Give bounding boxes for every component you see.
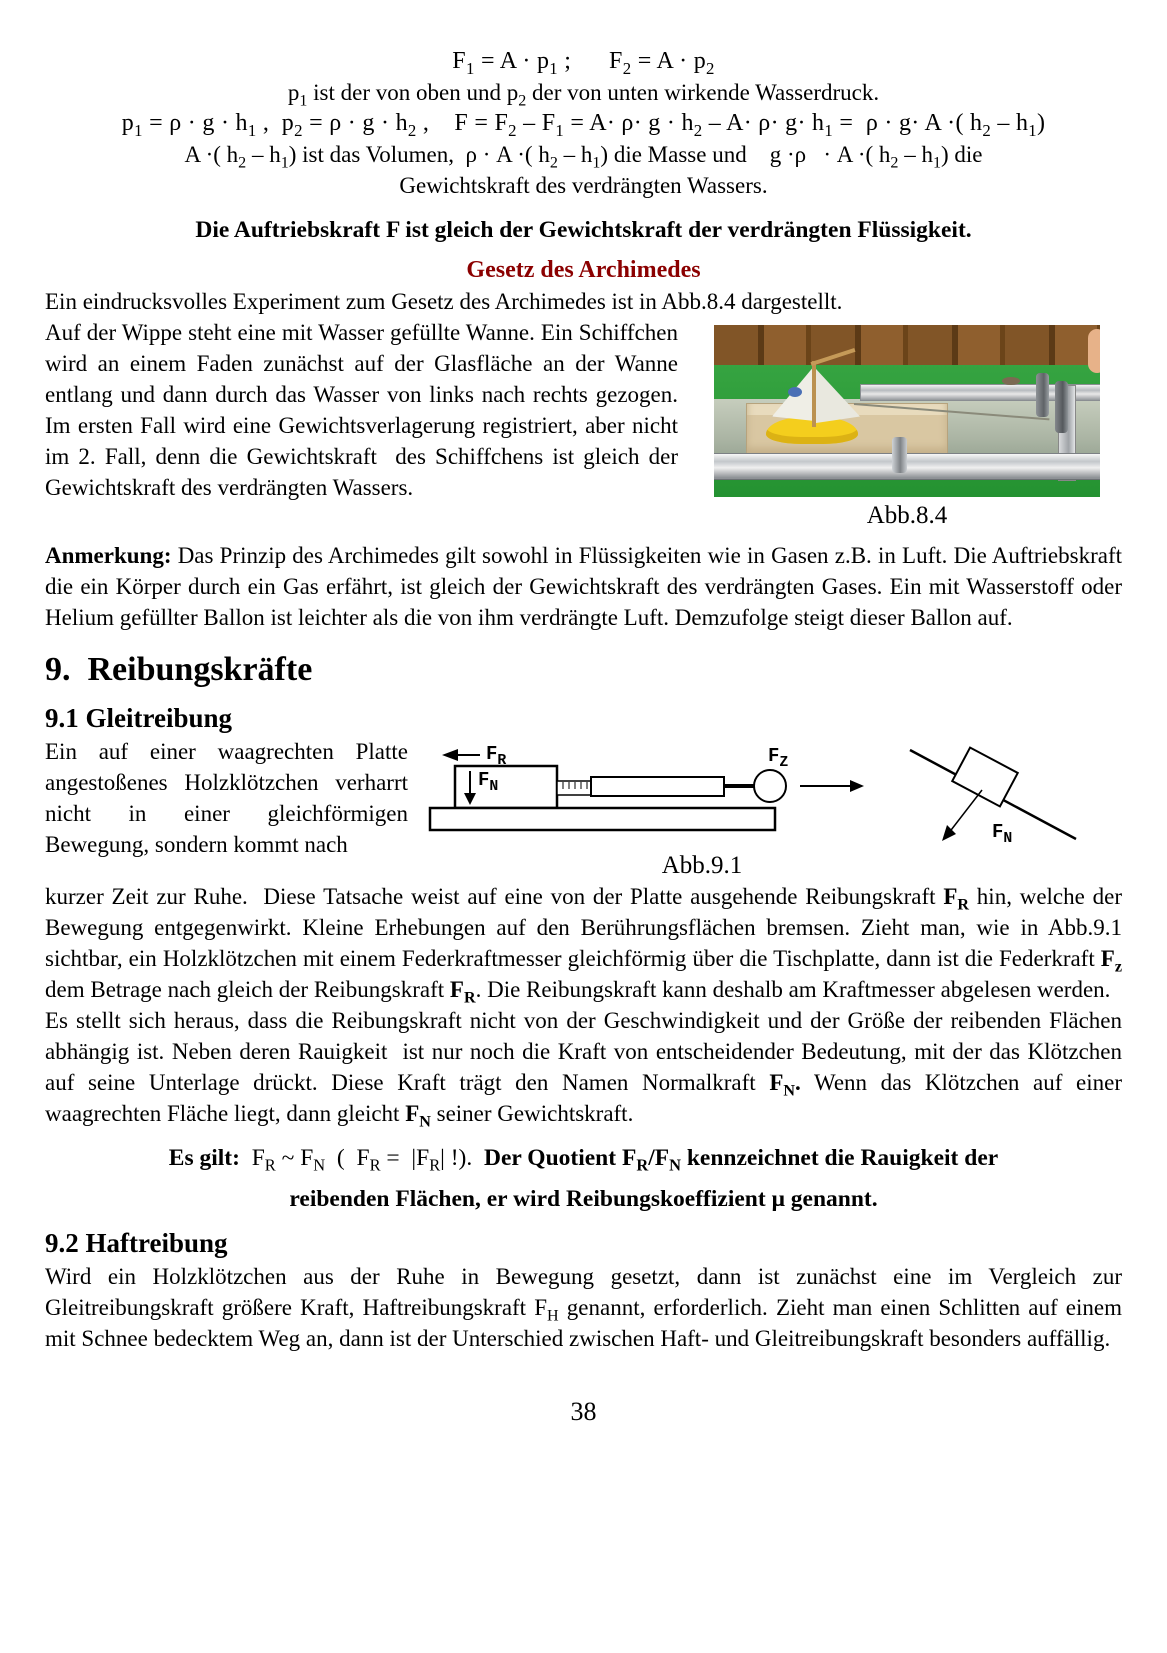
fz-label: $F_Z$	[768, 745, 789, 771]
buoyancy-statement: Die Auftriebskraft F ist gleich der Gewichtskraft der verdrängten Flüssigkeit.	[195, 217, 972, 243]
experiment-description: Auf der Wippe steht eine mit Wasser gefüllte Wanne. Ein Schiffchen wird an einem Faden zunächst auf der Glasfläche an der Wanne entlang und dann durch das Wasser von links nach rechts gezogen. Im ersten Fall wird eine Gewichtsverlagerung registriert, aber nicht im 2. Fall, denn die Gewichtskraft des Schiffchens ist gleich der Gewichtskraft des verdrängten Wassers.	[45, 320, 678, 500]
base-plate	[430, 808, 775, 830]
sliding-friction-intro: Ein auf einer waagrechten Platte angestoßenes Holzklötzchen verharrt nicht in einer gleichförmigen Bewegung, sondern kommt nach	[45, 739, 408, 857]
spring-scale-body	[591, 777, 724, 796]
incline-block	[952, 748, 1018, 807]
sliding-friction-body-1: kurzer Zeit zur Ruhe. Diese Tatsache weist auf eine von der Platte ausgehende Reibungskraft $F_R$ hin, welche der Bewegung entgegenwirkt. Kleine Erhebungen auf den Berührungsflächen bremsen. Zieht man, wie in Abb.9.1 sichtbar, ein Holzklötzchen mit einem Federkraftmesser gleichförmig über die Tischplatte, dann ist die Federkraft $F_z$ dem Betrage nach gleich der Reibungskraft $F_R$. Die Reibungskraft kann deshalb am Kraftmesser abgelesen werden.	[45, 884, 1122, 1007]
volume-mass-line: A ·( $h_2 - h_1$) ist das Volumen, ρ · A ·( $h_2 - h_1$) die Masse und g ·ρ · A ·( $h_2 - h_1$) die	[184, 142, 983, 172]
fz-arrowhead	[850, 780, 864, 792]
diagram-caption: Abb.9.1	[661, 852, 743, 879]
pressure-explanation-line: $p_1$ ist der von oben und $p_2$ der von unten wirkende Wasserdruck.	[287, 80, 880, 110]
friction-rule-line-1: Es gilt: $F_R$ ~ $F_N$ ( $F_R = |F_R|$ !). Der Quotient $F_R/F_N$ kennzeichnet die Rauigkeit der	[168, 1145, 999, 1175]
formula-pressure-difference: $p_1 = \rho \cdot g \cdot h_1$ , $p_2 = \rho \cdot g \cdot h_2$ , $F = F_2 - F_1 = A\cdot \rho\cdot g \cdot h_2 - A\cdot \rho\cdot g\cdot h_1 = \rho \cdot g\cdot A$ ·( $h_2 - h_1$)	[121, 110, 1046, 140]
incline-fn-arrow	[948, 790, 982, 834]
subsection-heading-static-friction: 9.2 Haftreibung	[45, 1228, 228, 1258]
pull-ring	[754, 770, 786, 802]
archimedes-law-heading: Gesetz des Archimedes	[466, 257, 701, 283]
experiment-photo-figure	[692, 325, 1122, 531]
metal-knob	[892, 437, 907, 473]
experiment-intro-line: Ein eindrucksvolles Experiment zum Gesetz des Archimedes ist in Abb.8.4 dargestellt.	[45, 289, 843, 314]
photo-caption: Abb.8.4	[866, 502, 948, 529]
fn-label: $F_N$	[478, 769, 499, 795]
archimedes-experiment-section	[45, 317, 1122, 531]
remark-paragraph: Anmerkung: Das Prinzip des Archimedes gilt sowohl in Flüssigkeiten wie in Gasen z.B. in Luft. Die Auftriebskraft die ein Körper durch ein Gas erfährt, ist gleich der Gewichtskraft des verdrängten Gases. Ein mit Wasserstoff oder Helium gefüllter Ballon ist leichter als die von ihm verdrängte Luft. Demzufolge steigt dieser Ballon auf.	[45, 543, 1122, 630]
gray-post	[1036, 373, 1049, 417]
friction-rule-line-2: reibenden Flächen, er wird Reibungskoeffizient μ genannt.	[289, 1186, 878, 1212]
sliding-friction-section	[45, 736, 1122, 881]
sail-emblem	[788, 387, 802, 397]
wood-paneling	[714, 325, 1100, 365]
sliding-friction-body-2: Es stellt sich heraus, dass die Reibungskraft nicht von der Geschwindigkeit und der Größe der reibenden Flächen abhängig ist. Neben deren Rauigkeit ist nur noch die Kraft von entscheidender Bedeutung, mit der das Klötzchen auf seine Unterlage drückt. Diese Kraft trägt den Namen Normalkraft $F_N$. Wenn das Klötzchen auf einer waagrechten Fläche liegt, dann gleicht $F_N$ seiner Gewichtskraft.	[45, 1008, 1122, 1131]
ruler-scale	[557, 781, 591, 795]
formula-buoyancy-forces: $F_1 = A \cdot p_1$ ; $F_2 = A \cdot p_2$	[452, 48, 715, 78]
subsection-heading-sliding-friction: 9.1 Gleitreibung	[45, 703, 233, 733]
weight-line: Gewichtskraft des verdrängten Wassers.	[399, 173, 768, 198]
fr-arrowhead	[442, 749, 458, 761]
page-number: 38	[570, 1397, 597, 1426]
aluminum-rail-bottom	[714, 453, 1100, 480]
fr-label: $F_R$	[486, 743, 507, 769]
boat-mast	[812, 361, 816, 427]
screw-knob	[1002, 377, 1020, 385]
static-friction-body: Wird ein Holzklötzchen aus der Ruhe in Bewegung gesetzt, dann ist zunächst eine im Vergleich zur Gleitreibungskraft größere Kraft, Haftreibungskraft $F_H$ genannt, erforderlich. Zieht man einen Schlitten auf einem mit Schnee bedecktem Weg an, dann ist der Unterschied zwischen Haft- und Gleitreibungskraft besonders auffällig.	[45, 1264, 1122, 1351]
friction-diagram-figure	[422, 742, 1122, 881]
fn-incline-label: $F_N$	[992, 821, 1013, 847]
finger	[1088, 329, 1100, 373]
experiment-photo	[714, 325, 1100, 497]
section-heading-friction: 9. Reibungskräfte	[45, 651, 313, 688]
gray-post	[1055, 381, 1068, 433]
